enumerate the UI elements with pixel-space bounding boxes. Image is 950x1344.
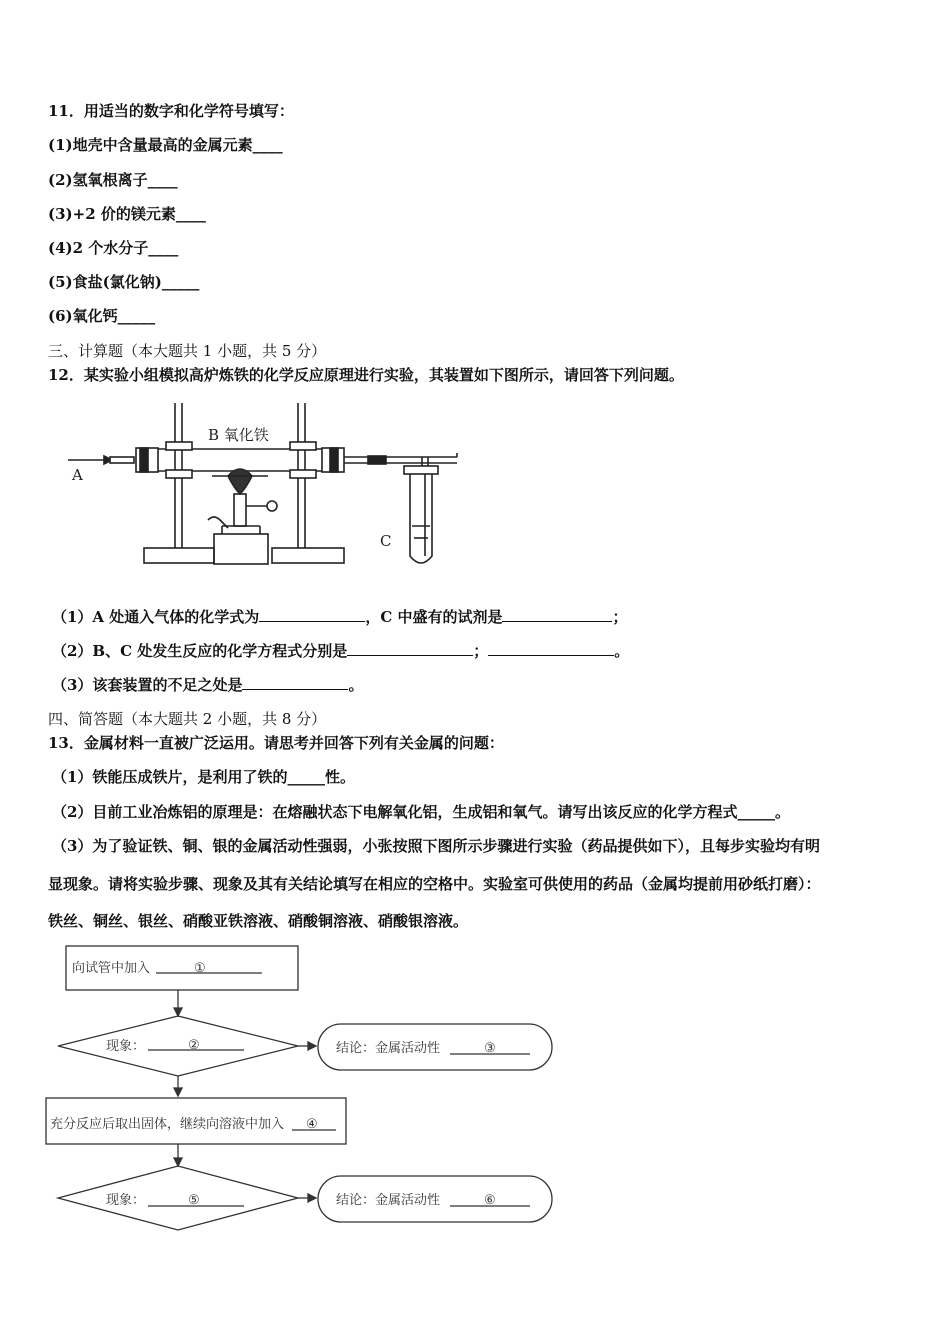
section4-heading: 四、简答题（本大题共 2 小题，共 8 分） <box>48 710 327 728</box>
flow-n5: ⑤ <box>188 1193 200 1208</box>
label-b: B 氧化铁 <box>208 426 269 444</box>
q12-apparatus-figure <box>62 398 472 573</box>
q13-part-3-line-1: （3）为了验证铁、铜、银的金属活动性强弱，小张按照下图所示步骤进行实验（药品提供如下），且每步实验均有明 <box>52 837 820 855</box>
q11-item-3: (3)+2 价的镁元素____ <box>48 205 206 223</box>
q13-title: 13．金属材料一直被广泛运用。请思考并回答下列有关金属的问题： <box>48 734 504 752</box>
answer-blank[interactable] <box>502 607 612 622</box>
flow-n1: ① <box>194 961 206 976</box>
flow-concl-2: 结论：金属活动性 <box>336 1193 441 1208</box>
q13-part-1: （1）铁能压成铁片，是利用了铁的_____性。 <box>52 768 355 786</box>
q13-part-3-line-3: 铁丝、铜丝、银丝、硝酸亚铁溶液、硝酸铜溶液、硝酸银溶液。 <box>48 912 469 930</box>
q11-title: 11．用适当的数字和化学符号填写： <box>48 102 294 120</box>
section3-heading: 三、计算题（本大题共 1 小题，共 5 分） <box>48 342 327 360</box>
q11-item-4: (4)2 个水分子____ <box>48 239 179 257</box>
flow-concl-1: 结论：金属活动性 <box>336 1041 441 1056</box>
q13-part-2: （2）目前工业冶炼铝的原理是：在熔融状态下电解氧化铝，生成铝和氧气。请写出该反应的化学方程式_____。 <box>52 803 790 821</box>
q11-item-2: (2)氢氧根离子____ <box>48 171 178 189</box>
phenomenon-diamond-1 <box>58 1016 298 1076</box>
q13-part-3-line-2: 显现象。请将实验步骤、现象及其有关结论填写在相应的空格中。实验室可供使用的药品（金属均提前用砂纸打磨）： <box>48 875 821 893</box>
q11-item-6: (6)氧化钙_____ <box>48 307 156 325</box>
q12-part-3: （3）该套装置的不足之处是 。 <box>52 676 364 694</box>
label-a: A <box>72 466 83 484</box>
q12-part-2: （2）B、C 处发生反应的化学方程式分别是 ； 。 <box>52 642 630 660</box>
q12-part-1: （1）A 处通入气体的化学式为 ，C 中盛有的试剂是 ； <box>52 608 628 626</box>
flow-n3: ③ <box>484 1041 496 1056</box>
answer-blank[interactable] <box>259 607 365 622</box>
flow-n2: ② <box>188 1038 200 1053</box>
q13-flowchart <box>44 940 564 1240</box>
label-c: C <box>380 532 392 550</box>
flow-phen-1: 现象： <box>106 1039 146 1054</box>
answer-blank[interactable] <box>347 641 473 656</box>
flow-n6: ⑥ <box>484 1193 496 1208</box>
q11-item-1: (1)地壳中含量最高的金属元素____ <box>48 136 283 154</box>
q12-title: 12．某实验小组模拟高炉炼铁的化学反应原理进行实验，其装置如下图所示，请回答下列问题。 <box>48 366 684 384</box>
flow-n4: ④ <box>306 1117 318 1132</box>
flow-step1-text: 向试管中加入 <box>72 961 151 976</box>
answer-blank[interactable] <box>488 641 614 656</box>
phenomenon-diamond-2 <box>58 1166 298 1230</box>
flow-phen-2: 现象： <box>106 1193 146 1208</box>
answer-blank[interactable] <box>242 675 348 690</box>
q11-item-5: (5)食盐(氯化钠)_____ <box>48 273 200 291</box>
flow-step2-text: 充分反应后取出固体，继续向溶液中加入 <box>50 1117 285 1132</box>
